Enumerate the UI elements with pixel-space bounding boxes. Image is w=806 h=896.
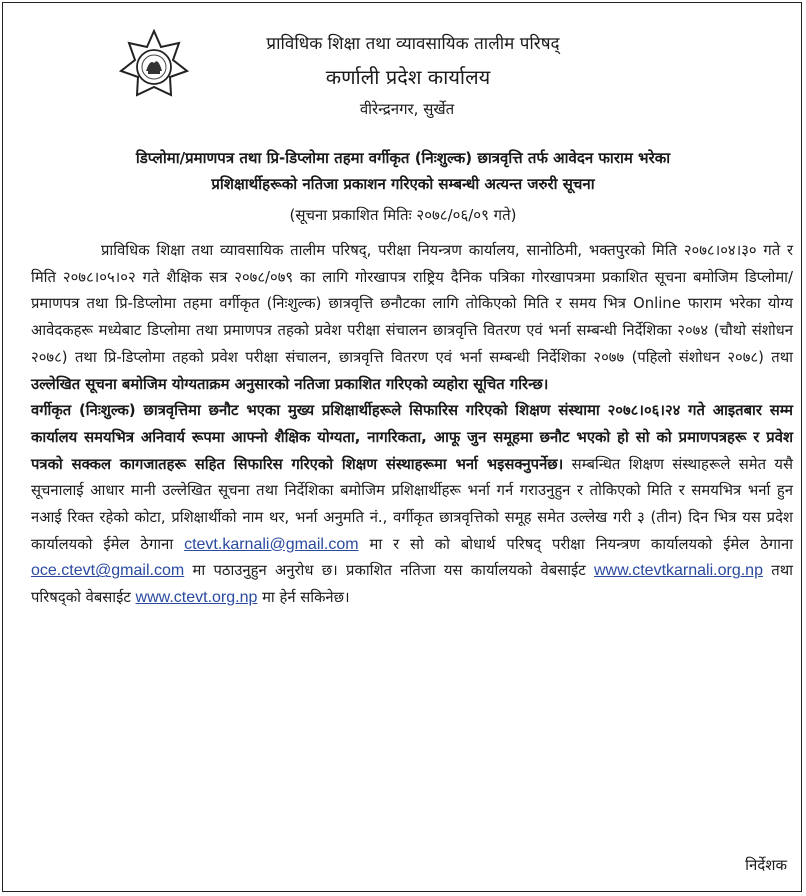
paragraph-2 — [31, 398, 793, 612]
result-announcement: उल्लेखित सूचना बमोजिम योग्यताक्रम अनुसारको नतिजा प्रकाशित गरिएको व्यहोरा सूचित गरिन्छ। — [31, 375, 549, 393]
notice-title — [3, 145, 802, 197]
paragraph-2-text-b: मा र सो को बोधार्थ परिषद् परीक्षा नियन्त्रण कार्यालयको ईमेल ठेगाना — [358, 535, 794, 553]
paragraph-2-text-c: मा पठाउनुहुन अनुरोध छ। प्रकाशित नतिजा यस कार्यालयको वेबसाईट — [184, 562, 594, 580]
karnali-email-link[interactable]: ctevt.karnali@gmail.com — [184, 535, 359, 553]
notice-body — [31, 238, 793, 612]
notice-title-line-2: प्रशिक्षार्थीहरूको नतिजा प्रकाशन गरिएको सम्बन्धी अत्यन्त जरुरी सूचना — [211, 175, 595, 193]
office-location: वीरेन्द्रनगर, सुर्खेत — [359, 100, 455, 118]
ctevt-website-link[interactable]: www.ctevt.org.np — [135, 589, 258, 607]
karnali-website-link[interactable]: www.ctevtkarnali.org.np — [594, 562, 763, 580]
notice-title-line-1: डिप्लोमा/प्रमाणपत्र तथा प्रि-डिप्लोमा तहमा वर्गीकृत (निःशुल्क) छात्रवृत्ति तर्फ आवेदन फाराम भरेका — [135, 149, 671, 167]
office-name: कर्णाली प्रदेश कार्यालय — [325, 65, 491, 89]
paragraph-2-text-e: मा हेर्न सकिनेछ। — [257, 589, 350, 607]
paragraph-1 — [31, 238, 793, 398]
paragraph-2-text-d: तथा परिषद्को वेबसाईट — [31, 562, 793, 607]
admission-instruction: वर्गीकृत (निःशुल्क) छात्रवृत्तिमा छनौट भएका मुख्य प्रशिक्षार्थीहरूले सिफारिस गरिएको शिक्षण संस्थामा २०७८।०६।२४ गते आइतबार सम्म कार्यालय समयभित्र अनिवार्य रूपमा आफ्नो शैक्षिक योग्यता, नागरिकता, आफू जुन समूहमा छनौट भएको हो सो को प्रमाणपत्रहरू र प्रवेश पत्रको सक्कल कागजातहरू सहित सिफारिस गरिएको शिक्षण संस्थाहरूमा भर्ना भइसक्नुपर्नेछ। — [31, 402, 793, 473]
published-date: (सूचना प्रकाशित मितिः २०७८/०६/०९ गते) — [289, 206, 517, 224]
oce-email-link[interactable]: oce.ctevt@gmail.com — [31, 562, 185, 580]
paragraph-2-text-a: सम्बन्धित शिक्षण संस्थाहरूले समेत यसै सूचनालाई आधार मानी उल्लेखित सूचना तथा निर्देशिका बमोजिम प्रशिक्षार्थीहरू भर्ना गर्न गराउनुहुन र तोकिएको मिति र समयभित्र भर्ना हुन नआई रिक्त रहेको कोटा, प्रशिक्षार्थीको नाम थर, भर्ना अनुमति नं., वर्गीकृत छात्रवृत्तिको समूह समेत उल्लेख गरी ३ (तीन) दिन भित्र यस प्रदेश कार्यालयको ईमेल ठेगाना — [31, 455, 793, 553]
council-name: प्राविधिक शिक्षा तथा व्यावसायिक तालीम परिषद् — [266, 34, 560, 54]
signature-title: निर्देशक — [745, 856, 787, 874]
paragraph-1-text: प्राविधिक शिक्षा तथा व्यावसायिक तालीम परिषद्, परीक्षा नियन्त्रण कार्यालय, सानोठिमी, भक्तपुरको मिति २०७८।०४।३० गते र मिति २०७८।०५।०२ गते शैक्षिक सत्र २०७८/०७९ का लागि गोरखापत्र राष्ट्रिय दैनिक पत्रिका गोरखापत्रमा प्रकाशित सूचना बमोजिम डिप्लोमा/प्रमाणपत्र तथा प्रि-डिप्लोमा तहमा वर्गीकृत (निःशुल्क) छात्रवृत्ति छनौटका लागि तोकिएको मिति र समय भित्र Online फाराम भरेका योग्य आवेदकहरू मध्येबाट डिप्लोमा तथा प्रमाणपत्र तहको प्रवेश परीक्षा संचालन छात्रवृत्ति वितरण एवं भर्ना सम्बन्धी निर्देशिका २०७४ (चौथो संशोधन २०७८) तथा प्रि-डिप्लोमा तहको प्रवेश परीक्षा संचालन, छात्रवृत्ति वितरण एवं भर्ना सम्बन्धी निर्देशिका २०७७ (पहिलो संशोधन २०७८) तथा — [31, 242, 793, 366]
notice-document — [2, 2, 802, 892]
